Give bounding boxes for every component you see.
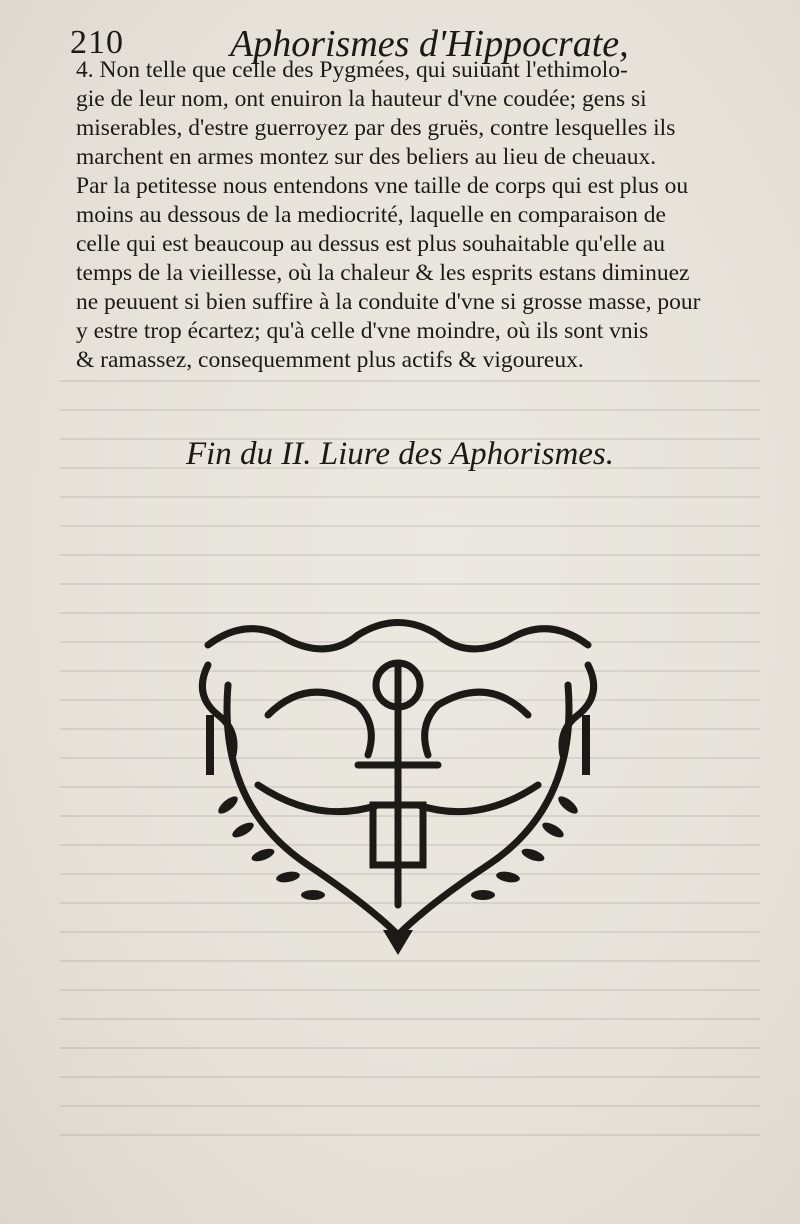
text-line: miserables, d'estre guerroyez par des gruës, contre lesquelles ils <box>76 115 676 141</box>
text-line: moins au dessous de la mediocrité, laquelle en comparaison de <box>76 202 666 228</box>
page-number: 210 <box>70 24 124 61</box>
text-line: gie de leur nom, ont enuiron la hauteur d'vne coudée; gens si <box>76 86 647 112</box>
page-header <box>70 14 770 65</box>
text-line: & ramassez, consequemment plus actifs & vigoureux. <box>76 347 584 373</box>
text-line: y estre trop écartez; qu'à celle d'vne moindre, où ils sont vnis <box>76 318 649 344</box>
text-line: marchent en armes montez sur des beliers au lieu de cheuaux. <box>76 144 657 170</box>
text-line: celle qui est beaucoup au dessus est plus souhaitable qu'elle au <box>76 231 665 257</box>
text-line: Par la petitesse nous entendons vne taille de corps qui est plus ou <box>76 173 689 199</box>
woodcut-ornament <box>188 605 608 955</box>
text-line: temps de la vieillesse, où la chaleur & les esprits estans diminuez <box>76 260 690 286</box>
text-line: 4. Non telle que celle des Pygmées, qui suiuant l'ethimolo- <box>76 57 628 83</box>
text-line: ne peuuent si bien suffire à la conduite d'vne si grosse masse, pour <box>76 289 701 315</box>
running-title: Aphorismes d'Hippocrate, <box>230 23 629 65</box>
closing-line: Fin du II. Liure des Aphorismes. <box>185 436 615 472</box>
body-text <box>76 56 776 375</box>
